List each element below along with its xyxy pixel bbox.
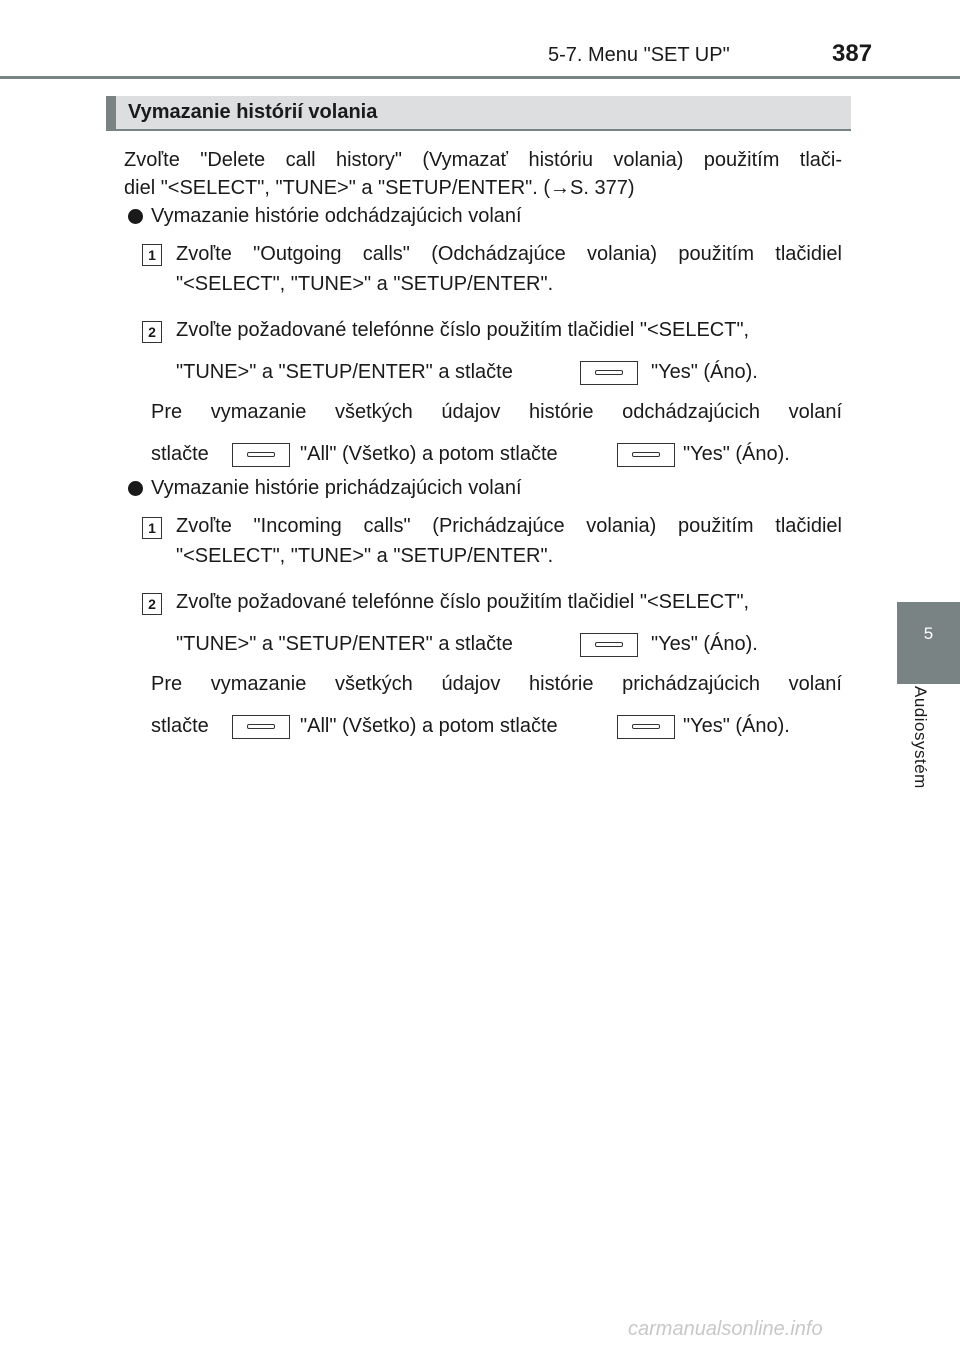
outgoing-step2-line1: Zvoľte požadované telefónne číslo použitím tlačidiel "<SELECT",: [176, 319, 750, 341]
incoming-step2-line2: "TUNE>" a "SETUP/ENTER" a stlačte: [176, 633, 513, 655]
heading-underline: [106, 129, 851, 131]
step-number-1: 1: [142, 517, 162, 539]
button-icon: [617, 715, 675, 739]
header-divider: [0, 76, 960, 79]
incoming-all-yes: "Yes" (Áno).: [683, 715, 790, 737]
bullet-dot-icon: [128, 481, 143, 496]
footer-watermark: carmanualsonline.info: [628, 1318, 823, 1340]
chapter-tab: [897, 602, 960, 684]
outgoing-all-yes: "Yes" (Áno).: [683, 443, 790, 465]
incoming-step2-line1: Zvoľte požadované telefónne číslo použitím tlačidiel "<SELECT",: [176, 591, 750, 613]
incoming-title: Vymazanie histórie prichádzajúcich volaní: [151, 477, 522, 499]
step-number-2: 2: [142, 593, 162, 615]
button-icon: [580, 633, 638, 657]
heading-text: Vymazanie histórií volania: [128, 101, 378, 123]
outgoing-all-line1: Pre vymazanie všetkých údajov histórie odchádzajúcich volaní: [151, 401, 842, 423]
incoming-all-text: "All" (Všetko) a potom stlačte: [300, 715, 558, 737]
button-icon: [580, 361, 638, 385]
button-icon: [232, 715, 290, 739]
incoming-step1-line2: "<SELECT", "TUNE>" a "SETUP/ENTER".: [176, 545, 554, 567]
chapter-label: Audiosystém: [911, 686, 930, 789]
outgoing-all-text: "All" (Všetko) a potom stlačte: [300, 443, 558, 465]
section-heading: [106, 96, 851, 130]
incoming-step1-line1: Zvoľte "Incoming calls" (Prichádzajúce volania) použitím tlačidiel: [176, 515, 842, 537]
step-number-1: 1: [142, 244, 162, 266]
outgoing-step2-yes: "Yes" (Áno).: [651, 361, 758, 383]
button-icon: [232, 443, 290, 467]
outgoing-title: Vymazanie histórie odchádzajúcich volaní: [151, 205, 522, 227]
outgoing-step2-line2: "TUNE>" a "SETUP/ENTER" a stlačte: [176, 361, 513, 383]
incoming-all-line1: Pre vymazanie všetkých údajov histórie prichádzajúcich volaní: [151, 673, 842, 695]
intro-line-1: Zvoľte "Delete call history" (Vymazať históriu volania) použitím tlači-: [124, 149, 842, 171]
outgoing-step1-line2: "<SELECT", "TUNE>" a "SETUP/ENTER".: [176, 273, 554, 295]
page-number: 387: [832, 40, 873, 67]
chapter-number: 5: [923, 624, 934, 643]
bullet-dot-icon: [128, 209, 143, 224]
section-title: 5-7. Menu "SET UP": [548, 44, 730, 66]
incoming-step2-yes: "Yes" (Áno).: [651, 633, 758, 655]
incoming-all-stlacte: stlačte: [151, 715, 209, 737]
outgoing-step1-line1: Zvoľte "Outgoing calls" (Odchádzajúce volania) použitím tlačidiel: [176, 243, 842, 265]
intro-line-2: diel "<SELECT", "TUNE>" a "SETUP/ENTER". (→S. 377): [124, 177, 635, 199]
outgoing-all-stlacte: stlačte: [151, 443, 209, 465]
button-icon: [617, 443, 675, 467]
heading-accent-bar: [106, 96, 116, 130]
step-number-2: 2: [142, 321, 162, 343]
